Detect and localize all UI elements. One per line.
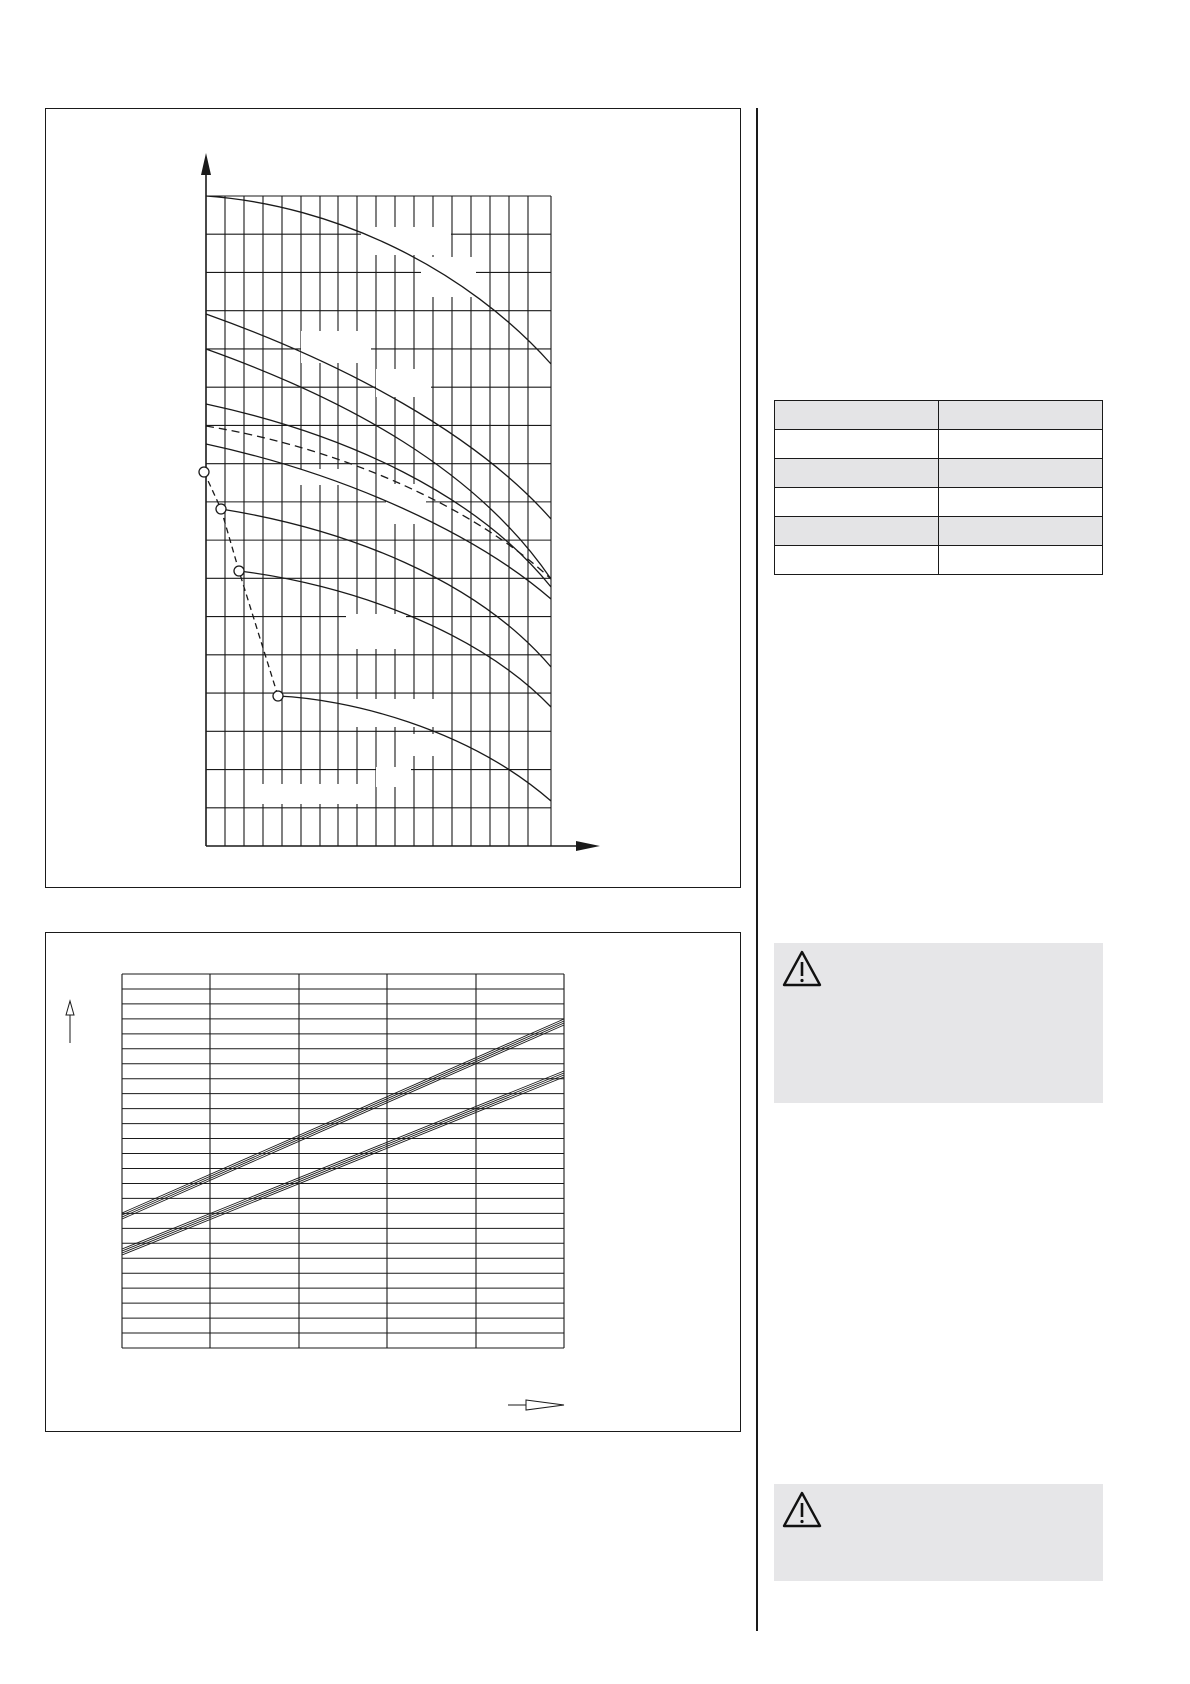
table-cell: [939, 517, 1103, 546]
performance-curve-dashed: [206, 426, 551, 579]
arrow-up-icon: [201, 153, 211, 175]
table-cell: [775, 401, 939, 430]
operating-point: [234, 566, 244, 576]
pump-curve-chart: [46, 109, 742, 889]
performance-curve: [206, 404, 551, 587]
table-row: [775, 517, 1103, 546]
label-area: [301, 331, 371, 363]
table-cell: [775, 488, 939, 517]
table-cell: [939, 459, 1103, 488]
table-row: [775, 488, 1103, 517]
characteristic-chart: [46, 933, 742, 1433]
table-row: [775, 546, 1103, 575]
characteristic-line: [122, 1021, 564, 1215]
operating-line: [204, 472, 278, 696]
warning-box: [774, 1484, 1103, 1581]
characteristic-figure: [45, 932, 741, 1432]
table-row: [775, 401, 1103, 430]
operating-point: [273, 691, 283, 701]
warning-triangle-icon: [781, 949, 823, 989]
arrow-right-icon: [576, 841, 600, 851]
characteristic-line: [122, 1071, 564, 1249]
column-divider: [756, 108, 758, 1631]
spec-table: [774, 400, 1103, 575]
operating-point: [199, 467, 209, 477]
table-cell: [939, 401, 1103, 430]
characteristic-line: [122, 1075, 564, 1253]
operating-point: [216, 504, 226, 514]
table-cell: [775, 459, 939, 488]
arrow-right-outline-head: [526, 1400, 564, 1410]
characteristic-line: [122, 1025, 564, 1219]
table-cell: [939, 488, 1103, 517]
warning-box: [774, 943, 1103, 1103]
label-area: [356, 699, 436, 727]
arrow-up-outline-head: [66, 1001, 74, 1015]
table-cell: [939, 546, 1103, 575]
label-area: [246, 784, 366, 804]
pump-curve-figure: [45, 108, 741, 888]
performance-curve: [206, 444, 551, 599]
label-area: [401, 734, 451, 756]
table-row: [775, 430, 1103, 459]
characteristic-line: [122, 1073, 564, 1251]
performance-curve: [206, 196, 551, 364]
table-row: [775, 459, 1103, 488]
table-cell: [775, 546, 939, 575]
label-area: [376, 767, 411, 787]
table-cell: [775, 517, 939, 546]
characteristic-line: [122, 1023, 564, 1217]
label-area: [361, 227, 451, 255]
label-area: [346, 614, 406, 649]
warning-triangle-icon: [781, 1490, 823, 1530]
table-cell: [775, 430, 939, 459]
table-cell: [939, 430, 1103, 459]
